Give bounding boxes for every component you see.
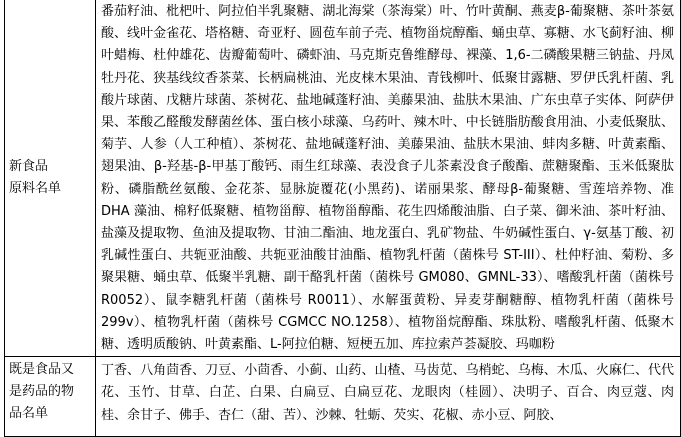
- ingredient-list-table: [4, 0, 681, 437]
- food-medicine-list-text: 丁香、八角茴香、刀豆、小茴香、小蓟、山药、山楂、马齿苋、乌梢蛇、乌梅、木瓜、火麻仁、代代花、玉竹、甘草、白芷、白果、白扁豆、白扁豆花、龙眼肉（桂圆）、决明子、百合、肉豆蔻、肉桂、余甘子、佛手、杏仁（甜、苦）、沙棘、牡蛎、芡实、花椒、赤小豆、阿胶、: [101, 363, 674, 423]
- row-label-cell: [5, 0, 96, 357]
- row-label-cell: [5, 357, 96, 437]
- new-food-list-text: 番茄籽油、枇杷叶、阿拉伯半乳聚糖、湖北海棠（茶海棠）叶、竹叶黄酮、燕麦β-葡聚糖、茶叶茶氨酸、线叶金雀花、塔格糖、奇亚籽、圆苞车前子壳、植物甾烷醇酯、蛹虫草、寡糖、水飞蓟籽油、柳叶蜡梅、杜仲雄花、齿瓣葡萄叶、磷虾油、马克斯克鲁维酵母、裸藻、1,6-二磷酸果糖三钠盐、丹凤牡丹花、狭基线纹香茶菜、长柄扁桃油、光皮梾木果油、青钱柳叶、低聚甘露糖、罗伊氏乳杆菌、乳酸片球菌、戊糖片球菌、茶树花、盐地碱蓬籽油、美藤果油、盐肤木果油、广东虫草子实体、阿萨伊果、苯酸乙醛酸发酵菌丝体、蛋白核小球藻、乌药叶、辣木叶、中长链脂肪酸食用油、小麦低聚肽、菊芋、人参（人工种植）、茶树花、盐地碱蓬籽油、美藤果油、盐肤木果油、蚌肉多糖、叶黄素酯、翅果油、β-羟基-β-甲基丁酸钙、雨生红球藻、表没食子儿茶素没食子酸酯、蔗糖聚酯、玉米低聚肽粉、磷脂酰丝氨酸、金花茶、显脉旋覆花(小黑药)、诺丽果浆、酵母β-葡聚糖、雪莲培养物、准 DHA 藻油、棉籽低聚糖、植物甾醇、植物甾醇酯、花生四烯酸油脂、白子菜、御米油、茶叶籽油、盐藻及提取物、鱼油及提取物、甘油二酯油、地龙蛋白、乳矿物盐、牛奶碱性蛋白、γ-氨基丁酸、初乳碱性蛋白、共轭亚油酸、共轭亚油酸甘油酯、植物乳杆菌（菌株号 ST-III）、杜仲籽油、菊粉、多聚果糖、蛹虫草、低聚半乳糖、副干酪乳杆菌（菌株号 GM080、GMNL-33）、嗜酸乳杆菌（菌株号 R0052）、鼠李糖乳杆菌（菌株号 R0011）、水解蛋黄粉、异麦芽酮糖醇、植物乳杆菌（菌株号 299v）、植物乳杆菌（菌株号 CGMCC NO.1258）、植物甾烷醇酯、珠肽粉、嗜酸乳杆菌、低聚木糖、透明质酸钠、叶黄素酯、L-阿拉伯糖、短梗五加、库拉索芦荟凝胶、玛咖粉: [101, 4, 674, 353]
- table-row: [5, 0, 681, 357]
- table-row: [5, 357, 681, 437]
- row-label-new-food: 新食品 原料名单: [9, 159, 62, 197]
- row-content-cell: [96, 0, 681, 357]
- row-label-food-medicine: 既是食品又 是药品的物 品名单: [9, 362, 75, 422]
- row-content-cell: [96, 357, 681, 437]
